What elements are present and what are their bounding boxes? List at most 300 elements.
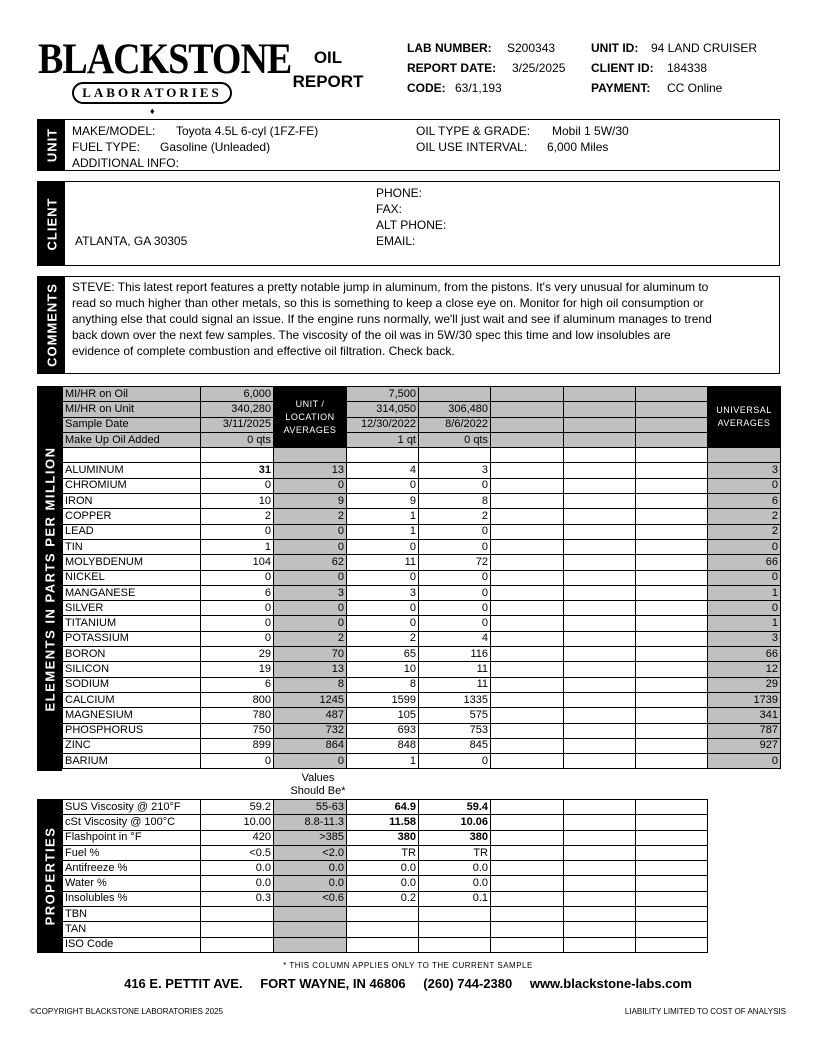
empty-cell — [564, 891, 636, 906]
current-value: 1 — [201, 539, 274, 554]
empty-cell — [636, 723, 708, 738]
empty-cell — [636, 509, 708, 524]
current-value: 899 — [201, 738, 274, 753]
empty-cell — [491, 539, 564, 554]
unit-average: 0 — [274, 601, 347, 616]
empty-cell — [491, 570, 564, 585]
lab-address — [0, 976, 816, 991]
sample-3-value: 116 — [419, 647, 491, 662]
empty-cell — [636, 601, 708, 616]
empty-cell — [491, 738, 564, 753]
sample-2-value: 848 — [347, 738, 419, 753]
empty-cell — [491, 402, 564, 417]
fuel-type-value: Gasoline (Unleaded) — [160, 140, 271, 154]
sample-2-cell: 7,500 — [347, 387, 419, 402]
table-row — [63, 478, 781, 493]
current-value: 420 — [201, 830, 274, 845]
sample-3-value: 0 — [419, 570, 491, 585]
empty-cell — [636, 754, 708, 769]
empty-cell — [564, 861, 636, 876]
table-row — [63, 524, 781, 539]
current-value: 800 — [201, 692, 274, 707]
universal-average: 3 — [708, 463, 781, 478]
empty-cell — [491, 723, 564, 738]
element-name: SODIUM — [63, 677, 201, 692]
empty-cell — [491, 432, 564, 447]
current-value: 6 — [201, 677, 274, 692]
sample-3-cell — [419, 387, 491, 402]
properties-table — [62, 799, 708, 953]
sample-3-value: 10.06 — [419, 815, 491, 830]
empty-cell — [636, 830, 708, 845]
blackstone-logo — [38, 34, 292, 116]
current-value: 104 — [201, 555, 274, 570]
current-value: 750 — [201, 723, 274, 738]
additional-info-label: ADDITIONAL INFO: — [72, 156, 179, 170]
table-row — [63, 876, 708, 891]
unit-average: 0 — [274, 754, 347, 769]
spec-value — [274, 937, 347, 952]
element-name: MOLYBDENUM — [63, 555, 201, 570]
property-name: ISO Code — [63, 937, 201, 952]
sample-2-value: 11 — [347, 555, 419, 570]
empty-cell — [564, 708, 636, 723]
lab-number-value: S200343 — [507, 41, 556, 55]
table-row — [63, 463, 781, 478]
empty-cell — [491, 922, 564, 937]
code-label: CODE: — [407, 81, 446, 95]
current-sample-cell: 340,280 — [201, 402, 274, 417]
empty-cell — [564, 647, 636, 662]
empty-cell — [636, 494, 708, 509]
spec-value: <0.6 — [274, 891, 347, 906]
fuel-type-label: FUEL TYPE: — [72, 140, 141, 154]
empty-cell — [564, 585, 636, 600]
city-address: FORT WAYNE, IN 46806 — [260, 976, 406, 991]
empty-cell — [636, 907, 708, 922]
table-row — [63, 891, 708, 906]
property-name: cSt Viscosity @ 100°C — [63, 815, 201, 830]
empty-cell — [491, 555, 564, 570]
empty-cell — [636, 585, 708, 600]
table-row — [63, 738, 781, 753]
empty-cell — [564, 800, 636, 815]
element-name: COPPER — [63, 509, 201, 524]
sample-3-value: 380 — [419, 830, 491, 845]
phone-label: PHONE: — [376, 186, 423, 200]
universal-average: 1739 — [708, 692, 781, 707]
table-row — [63, 907, 708, 922]
current-value: 2 — [201, 509, 274, 524]
element-name: MAGNESIUM — [63, 708, 201, 723]
empty-cell — [491, 662, 564, 677]
property-name: Antifreeze % — [63, 861, 201, 876]
empty-cell — [564, 692, 636, 707]
empty-cell — [564, 677, 636, 692]
sample-2-value: 3 — [347, 585, 419, 600]
unit-average: 13 — [274, 662, 347, 677]
spec-value: 0.0 — [274, 876, 347, 891]
footnote: * THIS COLUMN APPLIES ONLY TO THE CURRENT SAMPLE — [283, 961, 533, 970]
property-name: SUS Viscosity @ 210°F — [63, 800, 201, 815]
sample-2-value: 0 — [347, 601, 419, 616]
sample-2-value: 64.9 — [347, 800, 419, 815]
unit-average: 732 — [274, 723, 347, 738]
table-row — [63, 677, 781, 692]
empty-cell — [564, 723, 636, 738]
sample-3-value: 575 — [419, 708, 491, 723]
empty-cell — [636, 861, 708, 876]
unit-average: 3 — [274, 585, 347, 600]
empty-cell — [564, 494, 636, 509]
empty-cell — [491, 708, 564, 723]
empty-cell — [564, 754, 636, 769]
unit-average: 62 — [274, 555, 347, 570]
sample-2-value: 10 — [347, 662, 419, 677]
unit-average: 0 — [274, 570, 347, 585]
sample-3-value: 11 — [419, 662, 491, 677]
comments-text: STEVE: This latest report features a pretty notable jump in aluminum, from the pistons. It's very unusual for aluminum to read so much higher than other metals, so this is something to keep a close eye on. Monitor for high oil consumption or anything else that could signal an issue. If the engine runs normally, we'll just wait and see if aluminum manages to trend back down over the next few samples. The viscosity of the oil was in 5W/30 spec this time and low insolubles are evidence of complete combustion and effective oil filtration. Check back. — [72, 280, 712, 358]
spec-value — [274, 922, 347, 937]
sample-3-value: 59.4 — [419, 800, 491, 815]
empty-cell — [564, 570, 636, 585]
unit-average: 0 — [274, 524, 347, 539]
unit-averages-header: UNIT / LOCATION AVERAGES — [274, 387, 347, 448]
sample-2-value: 4 — [347, 463, 419, 478]
sample-3-value: 0 — [419, 539, 491, 554]
sample-2-value: 1 — [347, 509, 419, 524]
empty-cell — [491, 448, 564, 463]
table-row — [63, 647, 781, 662]
unit-average: 0 — [274, 616, 347, 631]
sample-3-value: 0.1 — [419, 891, 491, 906]
empty-cell — [564, 845, 636, 860]
empty-cell — [636, 815, 708, 830]
universal-average: 2 — [708, 509, 781, 524]
empty-cell — [564, 387, 636, 402]
make-model-label: MAKE/MODEL: — [72, 124, 156, 138]
oil-type-label: OIL TYPE & GRADE: — [416, 124, 531, 138]
sample-2-value: 0 — [347, 616, 419, 631]
universal-average: 3 — [708, 631, 781, 646]
empty-cell — [636, 662, 708, 677]
spec-value: >385 — [274, 830, 347, 845]
current-value: 19 — [201, 662, 274, 677]
sample-2-value — [347, 937, 419, 952]
liability-notice: LIABILITY LIMITED TO COST OF ANALYSIS — [624, 1007, 786, 1016]
empty-cell — [636, 432, 708, 447]
sample-2-value: 693 — [347, 723, 419, 738]
empty-cell — [491, 937, 564, 952]
table-row — [63, 631, 781, 646]
sample-2-value: TR — [347, 845, 419, 860]
table-row — [63, 616, 781, 631]
current-value: 0.3 — [201, 891, 274, 906]
element-name: MANGANESE — [63, 585, 201, 600]
table-row — [63, 830, 708, 845]
empty-cell — [636, 555, 708, 570]
empty-cell — [636, 478, 708, 493]
empty-cell — [564, 478, 636, 493]
property-name: TAN — [63, 922, 201, 937]
sample-3-value: 2 — [419, 509, 491, 524]
element-name: CHROMIUM — [63, 478, 201, 493]
sample-3-value — [419, 937, 491, 952]
sample-3-value: 0 — [419, 601, 491, 616]
universal-average: 1 — [708, 585, 781, 600]
empty-cell — [564, 922, 636, 937]
table-row — [63, 662, 781, 677]
universal-average: 6 — [708, 494, 781, 509]
universal-average: 927 — [708, 738, 781, 753]
sample-3-value — [419, 907, 491, 922]
info-label: MI/HR on Unit — [63, 402, 201, 417]
sample-2-value: 65 — [347, 647, 419, 662]
sample-2-value: 105 — [347, 708, 419, 723]
empty-cell — [564, 662, 636, 677]
empty-cell — [491, 830, 564, 845]
current-value: 780 — [201, 708, 274, 723]
table-row — [63, 845, 708, 860]
empty-cell — [636, 692, 708, 707]
empty-cell — [491, 601, 564, 616]
spec-value: 55-63 — [274, 800, 347, 815]
unit-average: 487 — [274, 708, 347, 723]
sample-3-cell: 0 qts — [419, 432, 491, 447]
table-row — [63, 494, 781, 509]
current-value: 59.2 — [201, 800, 274, 815]
element-name: NICKEL — [63, 570, 201, 585]
current-value: 0 — [201, 631, 274, 646]
lab-phone: (260) 744-2380 — [423, 976, 513, 991]
universal-average: 66 — [708, 647, 781, 662]
universal-average: 1 — [708, 616, 781, 631]
current-value: 0.0 — [201, 861, 274, 876]
sample-3-value: 72 — [419, 555, 491, 570]
unit-average: 9 — [274, 494, 347, 509]
sample-3-value: 0 — [419, 754, 491, 769]
comments-section — [37, 276, 780, 374]
client-address: ATLANTA, GA 30305 — [75, 234, 188, 248]
universal-average: 0 — [708, 601, 781, 616]
report-date-value: 3/25/2025 — [512, 61, 566, 75]
unit-id-label: UNIT ID: — [591, 41, 639, 55]
oil-interval-value: 6,000 Miles — [547, 140, 609, 154]
empty-cell — [491, 876, 564, 891]
street-address: 416 E. PETTIT AVE. — [124, 976, 243, 991]
empty-cell — [491, 494, 564, 509]
current-sample-cell: 0 qts — [201, 432, 274, 447]
comments-tab: COMMENTS — [38, 277, 65, 373]
unit-tab: UNIT — [38, 120, 65, 170]
alt-phone-label: ALT PHONE: — [376, 218, 447, 232]
current-value: 0 — [201, 754, 274, 769]
universal-average: 66 — [708, 555, 781, 570]
empty-cell — [564, 463, 636, 478]
property-name: Fuel % — [63, 845, 201, 860]
current-value: 0 — [201, 616, 274, 631]
sample-3-value: 0.0 — [419, 861, 491, 876]
spec-value: 8.8-11.3 — [274, 815, 347, 830]
empty-cell — [564, 815, 636, 830]
empty-cell — [636, 402, 708, 417]
empty-cell — [708, 448, 781, 463]
current-value: 0 — [201, 478, 274, 493]
empty-cell — [636, 616, 708, 631]
empty-cell — [636, 800, 708, 815]
empty-cell — [491, 647, 564, 662]
empty-cell — [636, 463, 708, 478]
sample-3-value: 0 — [419, 585, 491, 600]
current-value: 10 — [201, 494, 274, 509]
empty-cell — [564, 601, 636, 616]
empty-cell — [636, 922, 708, 937]
info-label: MI/HR on Oil — [63, 387, 201, 402]
report-date-label: REPORT DATE: — [407, 61, 497, 75]
sample-2-value: 0.0 — [347, 876, 419, 891]
sample-2-value: 1599 — [347, 692, 419, 707]
sample-3-cell: 306,480 — [419, 402, 491, 417]
empty-cell — [564, 539, 636, 554]
current-value — [201, 907, 274, 922]
current-value — [201, 922, 274, 937]
unit-average: 0 — [274, 478, 347, 493]
element-name: SILVER — [63, 601, 201, 616]
unit-average: 1245 — [274, 692, 347, 707]
empty-cell — [636, 570, 708, 585]
sample-2-value: 0 — [347, 478, 419, 493]
current-value: 10.00 — [201, 815, 274, 830]
client-id-label: CLIENT ID: — [591, 61, 654, 75]
table-row — [63, 417, 781, 432]
empty-cell — [491, 631, 564, 646]
universal-average: 341 — [708, 708, 781, 723]
current-value — [201, 937, 274, 952]
oil-type-value: Mobil 1 5W/30 — [552, 124, 629, 138]
empty-cell — [491, 754, 564, 769]
sample-2-cell: 314,050 — [347, 402, 419, 417]
sample-2-value: 0 — [347, 570, 419, 585]
empty-cell — [636, 631, 708, 646]
unit-average: 8 — [274, 677, 347, 692]
flask-icon: ♦ — [150, 106, 155, 116]
sample-3-value: 8 — [419, 494, 491, 509]
table-row — [63, 539, 781, 554]
universal-averages-header: UNIVERSAL AVERAGES — [708, 387, 781, 448]
table-row — [63, 432, 781, 447]
table-row — [63, 723, 781, 738]
lab-number-label: LAB NUMBER: — [407, 41, 492, 55]
logo-wordmark: BLACKSTONE — [38, 35, 292, 84]
universal-average: 29 — [708, 677, 781, 692]
empty-cell — [491, 677, 564, 692]
sample-2-value: 0 — [347, 539, 419, 554]
table-row — [63, 692, 781, 707]
empty-cell — [636, 738, 708, 753]
spec-value: 0.0 — [274, 861, 347, 876]
current-value: <0.5 — [201, 845, 274, 860]
universal-average: 0 — [708, 539, 781, 554]
unit-section — [37, 119, 780, 171]
sample-3-value: 0 — [419, 478, 491, 493]
empty-cell — [491, 616, 564, 631]
element-name: BARIUM — [63, 754, 201, 769]
empty-cell — [636, 937, 708, 952]
fax-label: FAX: — [376, 202, 403, 216]
sample-2-cell: 1 qt — [347, 432, 419, 447]
empty-cell — [564, 524, 636, 539]
sample-2-value — [347, 922, 419, 937]
empty-cell — [636, 708, 708, 723]
empty-cell — [491, 907, 564, 922]
sample-3-value: 0 — [419, 524, 491, 539]
properties-sidebar: PROPERTIES — [37, 799, 62, 953]
table-row — [63, 402, 781, 417]
table-row — [63, 448, 781, 463]
empty-cell — [491, 800, 564, 815]
oil-interval-label: OIL USE INTERVAL: — [416, 140, 528, 154]
empty-cell — [636, 677, 708, 692]
element-name: TIN — [63, 539, 201, 554]
empty-cell — [564, 738, 636, 753]
table-row — [63, 570, 781, 585]
empty-cell — [636, 876, 708, 891]
empty-cell — [564, 830, 636, 845]
empty-cell — [636, 891, 708, 906]
empty-cell — [636, 845, 708, 860]
empty-cell — [491, 478, 564, 493]
logo-subtitle: LABORATORIES — [72, 82, 232, 104]
universal-average: 12 — [708, 662, 781, 677]
empty-cell — [491, 417, 564, 432]
unit-average: 2 — [274, 509, 347, 524]
universal-average: 0 — [708, 570, 781, 585]
current-value: 31 — [201, 463, 274, 478]
unit-id-value: 94 LAND CRUISER — [651, 41, 758, 55]
sample-2-value: 11.58 — [347, 815, 419, 830]
empty-cell — [347, 448, 419, 463]
empty-cell — [419, 448, 491, 463]
lab-website: www.blackstone-labs.com — [529, 976, 692, 991]
empty-cell — [564, 616, 636, 631]
element-name: PHOSPHORUS — [63, 723, 201, 738]
table-row — [63, 387, 781, 402]
current-value: 0 — [201, 524, 274, 539]
sample-2-value: 9 — [347, 494, 419, 509]
sample-3-value: TR — [419, 845, 491, 860]
sample-3-value: 753 — [419, 723, 491, 738]
element-name: TITANIUM — [63, 616, 201, 631]
property-name: Insolubles % — [63, 891, 201, 906]
table-row — [63, 509, 781, 524]
unit-average: 13 — [274, 463, 347, 478]
client-id-value: 184338 — [667, 61, 708, 75]
copyright: ©COPYRIGHT BLACKSTONE LABORATORIES 2025 — [30, 1007, 223, 1016]
sample-3-value: 1335 — [419, 692, 491, 707]
empty-cell — [564, 555, 636, 570]
sample-3-cell: 8/6/2022 — [419, 417, 491, 432]
empty-cell — [201, 448, 274, 463]
element-name: LEAD — [63, 524, 201, 539]
empty-cell — [491, 891, 564, 906]
table-row — [63, 754, 781, 769]
empty-cell — [636, 647, 708, 662]
empty-cell — [491, 585, 564, 600]
sample-2-value: 0.0 — [347, 861, 419, 876]
table-row — [63, 815, 708, 830]
empty-cell — [491, 524, 564, 539]
unit-average: 2 — [274, 631, 347, 646]
